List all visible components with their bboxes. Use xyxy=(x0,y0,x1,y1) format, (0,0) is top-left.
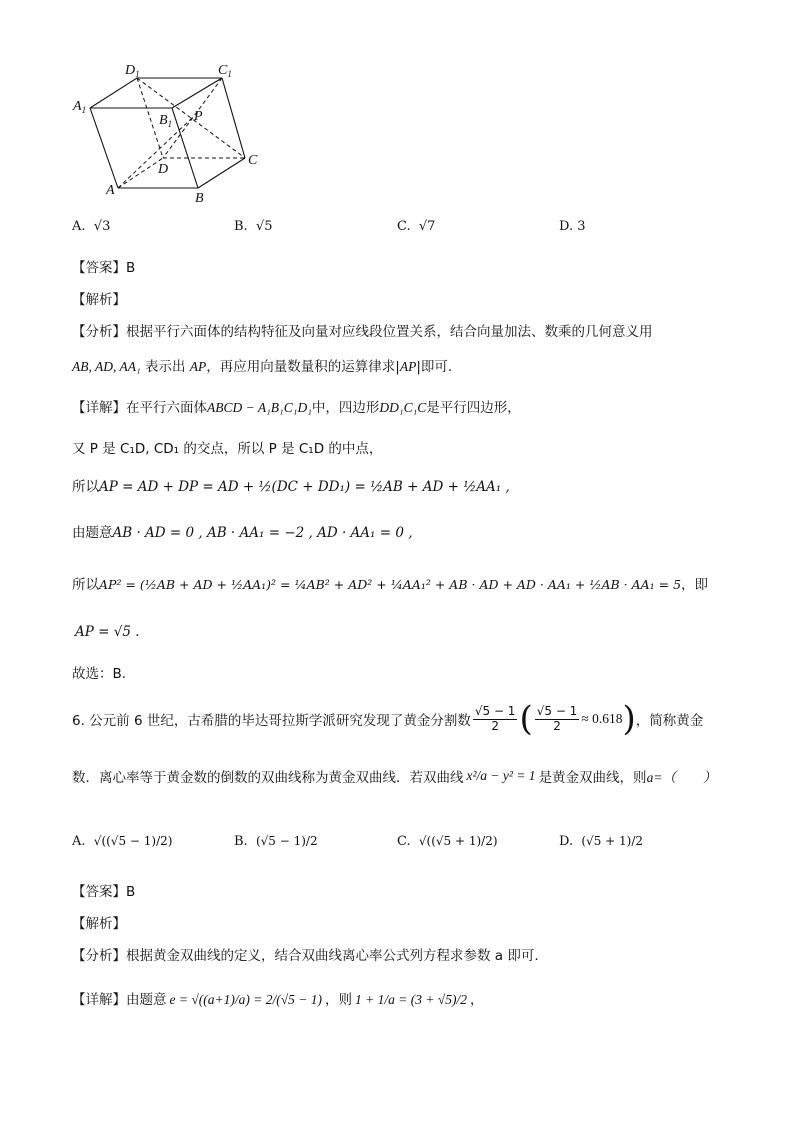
q5-detail-line3: 所以AP = AD + DP = AD + ½(DC + DD₁) = ½AB + AD + ½AA₁ , xyxy=(72,479,510,495)
q5-option-b: B. √5 xyxy=(234,219,273,234)
q6-answer: 【答案】B xyxy=(72,884,136,900)
q6-stem-line1: 6. 公元前 6 世纪，古希腊的毕达哥拉斯学派研究发现了黄金分割数 $\frac{√5 - 1}{2}$ ( $\frac{√5 - 1}{2}$ ≈ 0.618 ) ，简称黄金 xyxy=(72,699,704,739)
q6-option-a: A. √((√5 − 1)/2) xyxy=(72,834,173,849)
q5-analysis-heading: 【解析】 xyxy=(72,292,126,308)
q5-fenxi-line2: AB, AD, AA₁ 表示出 AP，再应用向量数量积的运算律求|AP|即可. xyxy=(72,359,453,375)
q5-option-a: A. √3 xyxy=(72,219,111,234)
label-C: C xyxy=(248,153,258,168)
label-D: D xyxy=(158,162,169,177)
label-D1: $D_1$ xyxy=(125,63,140,79)
q5-detail-line4: 由题意AB · AD = 0 , AB · AA₁ = −2 , AD · AA₁ = 0 , xyxy=(72,525,413,541)
q5-option-c: C. √7 xyxy=(397,219,436,234)
q5-fenxi: 【分析】根据平行六面体的结构特征及向量对应线段位置关系，结合向量加法、数乘的几何意义用 xyxy=(72,324,653,340)
q6-option-b: B. (√5 − 1)/2 xyxy=(234,834,318,849)
label-B: B xyxy=(195,191,204,206)
q5-answer: 【答案】B xyxy=(72,260,136,276)
q6-stem-line2: 数．离心率等于黄金数的倒数的双曲线称为黄金双曲线．若双曲线 x²/a − y² = 1 是黄金双曲线，则 a=（ ） xyxy=(72,768,717,786)
label-A: A xyxy=(106,183,115,198)
q5-detail-line2: 又 P 是 C₁D, CD₁ 的交点，所以 P 是 C₁D 的中点， xyxy=(72,441,383,457)
parallelepiped-figure xyxy=(70,60,270,210)
q6-analysis-heading: 【解析】 xyxy=(72,916,126,932)
label-P: P xyxy=(194,109,203,124)
label-A1: $A_1$ xyxy=(73,99,87,115)
q5-detail-line6: AP = √5 . xyxy=(75,624,140,640)
q5-detail-line1: 【详解】在平行六面体ABCD − A₁B₁C₁D₁中，四边形DD₁C₁C是平行四边形， xyxy=(72,400,521,416)
q5-conclusion: 故选：B. xyxy=(72,666,127,682)
label-B1: $B_1$ xyxy=(159,113,173,129)
q6-detail: 【详解】由题意 e = √((a+1)/a) = 2/(√5 − 1) ，则 1 + 1/a = (3 + √5)/2 ， xyxy=(72,992,484,1008)
q5-option-d: D. 3 xyxy=(559,219,586,234)
q5-detail-line5: 所以AP² = (½AB + AD + ½AA₁)² = ¼AB² + AD² + ¼AA₁² + AB · AD + AD · AA₁ + ½AB · AA₁ = 5，即 xyxy=(72,577,709,593)
q6-option-d: D. (√5 + 1)/2 xyxy=(559,834,643,849)
q6-option-c: C. √((√5 + 1)/2) xyxy=(397,834,498,849)
q6-fenxi: 【分析】根据黄金双曲线的定义，结合双曲线离心率公式列方程求参数 a 即可. xyxy=(72,948,539,964)
label-C1: $C_1$ xyxy=(218,63,232,79)
